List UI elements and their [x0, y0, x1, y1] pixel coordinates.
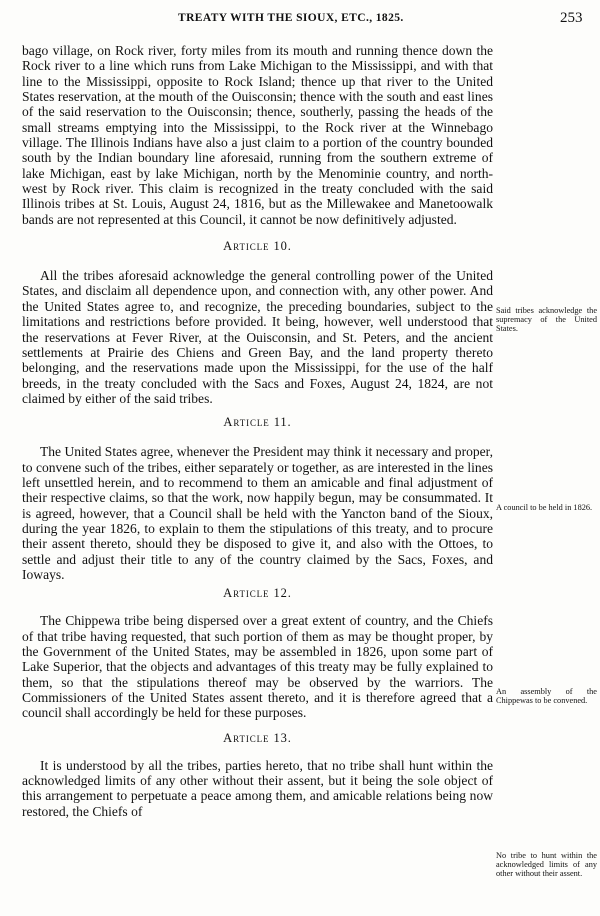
- running-title: TREATY WITH THE SIOUX, ETC., 1825.: [178, 12, 404, 24]
- article-10-heading: Article 10.: [223, 239, 292, 254]
- margin-note-chippewa-assembly: An assembly of the Chippewas to be convened.: [496, 687, 597, 706]
- article-12-heading: Article 12.: [223, 586, 292, 601]
- main-text: [22, 43, 493, 819]
- article-13-text: It is understood by all the tribes, parties hereto, that no tribe shall hunt within the acknowledged limits of any other without their assent, but it being the sole object of this arrangement to perpetuate a peace among them, and amicable relations being now restored, the Chiefs of: [22, 757, 493, 819]
- page-number: 253: [560, 10, 583, 26]
- continued-paragraph: bago village, on Rock river, forty miles from its mouth and running thence down the Rock river to a line which runs from Lake Michigan to the Mississippi, and with that line to the Mississippi, opposite to Rock Island; thence up that river to the United States reservation, at the mouth of the Ouisconsin; thence with the south and east lines of the said reservation to the Ouisconsin; thence, southerly, passing the heads of the small streams emptying into the Mississippi, to the Rock river at the Winnebago village. The Illinois Indians have also a just claim to a portion of the country bounded south by the Indian boundary line aforesaid, running from the southern extreme of lake Michigan, east by lake Michigan, north by the Menominie country, and north-west by Rock river. This claim is recognized in the treaty concluded with the said Illinois tribes at St. Louis, August 24, 1816, but as the Millewakee and Manetoowalk bands are not represented at this Council, it cannot be now definitively adjusted.: [22, 43, 493, 227]
- running-header: [0, 12, 600, 32]
- margin-note-council-1826: A council to be held in 1826.: [496, 503, 593, 512]
- margin-note-supremacy: Said tribes acknowledge the supremacy of the United States.: [496, 306, 597, 334]
- margin-note-hunting-limits: No tribe to hunt within the acknowledged limits of any other without their assent.: [496, 851, 597, 879]
- article-11-text: The United States agree, whenever the President may think it necessary and proper, to convene such of the tribes, either separately or together, as are interested in the lines left unsettled herein, and to recommend to them an amicable and final adjustment of their respective claims, so that the work, now happily begun, may be consummated. It is agreed, however, that a Council shall be held with the Yancton band of the Sioux, during the year 1826, to explain to them the stipulations of this treaty, and to procure their assent thereto, should they be disposed to give it, and also with the Ottoes, to settle and adjust their title to any of the country claimed by the Sacs, Foxes, and Ioways.: [22, 444, 493, 582]
- article-12-text: The Chippewa tribe being dispersed over a great extent of country, and the Chiefs of that tribe having requested, that such portion of them as may be thought proper, by the Government of the United States, may be assembled in 1826, upon some part of Lake Superior, that the objects and advantages of this treaty may be fully explained to them, so that the stipulations thereof may be observed by the warriors. The Commissioners of the United States assent thereto, and it is therefore agreed that a council shall accordingly be held for these purposes.: [22, 613, 493, 721]
- article-13-heading: Article 13.: [223, 730, 292, 745]
- article-10-text: All the tribes aforesaid acknowledge the general controlling power of the United States, and disclaim all dependence upon, and connection with, any other power. And the United States agree to, and recognize, the preceding boundaries, subject to the limitations and restrictions before provided. It being, however, well understood that the reservations at Fever River, at the Ouisconsin, and St. Peters, and the ancient settlements at Prairie des Chiens and Green Bay, and the land property thereto belonging, and the reservations made upon the Mississippi, for the use of the half breeds, in the treaty concluded with the Sacs and Foxes, August 24, 1824, are not claimed by either of the said tribes.: [22, 268, 493, 406]
- article-11-heading: Article 11.: [223, 415, 292, 430]
